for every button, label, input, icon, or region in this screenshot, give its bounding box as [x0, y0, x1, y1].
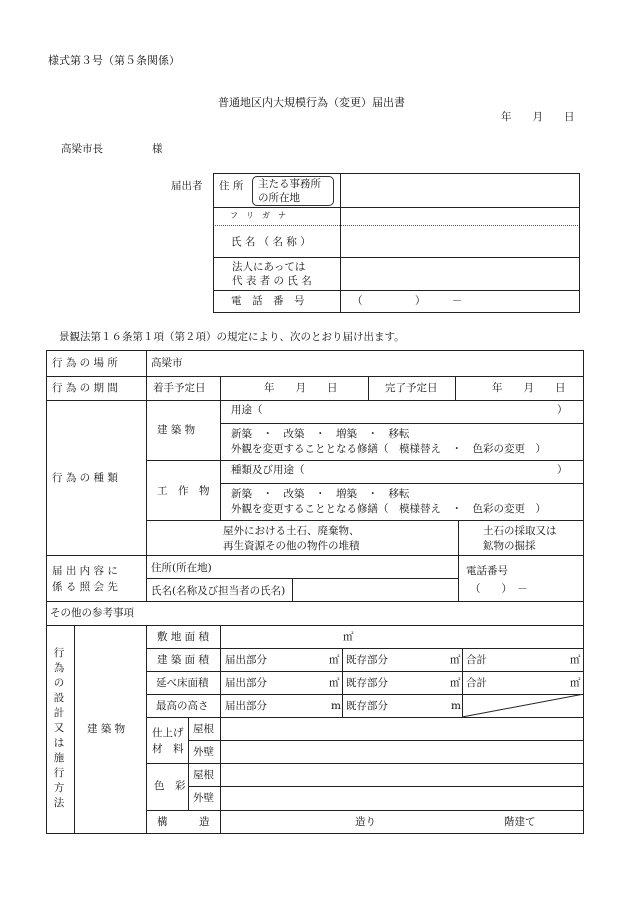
addressee: 高梁市長 — [61, 143, 103, 155]
contact-name: 氏名(名称及び担当者の氏名) — [151, 585, 286, 597]
building-use: 用途（ — [231, 404, 263, 416]
form-number: 様式第３号（第５条関係） — [48, 54, 180, 67]
start-value: 年 月 日 — [264, 382, 338, 394]
contact-label-2: 係 る 照 会 先 — [52, 581, 118, 593]
kind-label: 行 為 の 種 類 — [52, 472, 118, 484]
addressee-suffix: 様 — [152, 143, 163, 155]
existing-label: 既存部分 — [346, 654, 388, 666]
floor-area-label: 延べ床面積 — [156, 677, 209, 689]
unit-label: ㎡ — [570, 654, 581, 666]
floors-label: 階建て — [504, 816, 536, 828]
start-label: 着手予定日 — [153, 382, 206, 394]
notified-label: 届出部分 — [225, 677, 267, 689]
building-ops: 新築 ・ 改築 ・ 増築 ・ 移転 — [231, 428, 410, 440]
structure-mod: 外観を変更することとなる修繕（ 模様替え ・ 色彩の変更 ） — [231, 503, 546, 515]
contact-address: 住所(所在地) — [151, 562, 212, 574]
deposit-1: 屋外における土石、廃棄物、 — [223, 525, 360, 537]
total-label: 合計 — [466, 654, 487, 666]
max-height-label: 最高の高さ — [156, 700, 209, 712]
address-paren-2: の所在地 — [258, 192, 300, 204]
existing-label: 既存部分 — [346, 677, 388, 689]
end-label: 完了予定日 — [385, 382, 438, 394]
kind-structure: 工 作 物 — [157, 485, 210, 497]
contact-phone-label: 電話番号 — [466, 565, 508, 577]
address-paren-1: 主たる事務所 — [258, 178, 321, 190]
design-label: 行 為 の 設 計 又 は 施 行 方 法 — [53, 647, 65, 809]
applicant-label: 届出者 — [171, 180, 203, 192]
unit-m: m — [451, 700, 461, 712]
unit-label: ㎡ — [329, 677, 340, 689]
rep-label-1: 法人にあっては — [232, 261, 306, 273]
deposit-2: 再生資源その他の物件の堆積 — [223, 540, 360, 552]
place-label: 行 為 の 場 所 — [52, 357, 118, 369]
total-label: 合計 — [466, 677, 487, 689]
building-use-close: ） — [557, 404, 568, 416]
unit-label: ㎡ — [329, 654, 340, 666]
wall-label: 外壁 — [193, 746, 214, 758]
unit-m: m — [331, 700, 341, 712]
building-area-label: 建 築 面 積 — [157, 654, 210, 666]
statement: 景観法第１６条第１項（第２項）の規定により、次のとおり届け出ます。 — [59, 331, 405, 343]
other-label: その他の参考事項 — [50, 607, 134, 619]
place-value: 高梁市 — [151, 357, 183, 369]
roof-label: 屋根 — [193, 769, 214, 781]
quarry-1: 土石の採取又は — [483, 525, 557, 537]
document-title: 普通地区内大規模行為（変更）届出書 — [218, 96, 405, 109]
structure-ops: 新築 ・ 改築 ・ 増築 ・ 移転 — [231, 488, 410, 500]
period-label: 行 為 の 期 間 — [52, 382, 118, 394]
rep-label-2: 代 表 者 の 氏 名 — [232, 275, 312, 287]
structure-label: 構 造 — [157, 816, 210, 828]
structure-use-close: ） — [557, 464, 568, 476]
unit-label: ㎡ — [450, 654, 461, 666]
quarry-2: 鉱物の掘採 — [483, 540, 536, 552]
contact-label-1: 届 出 内 容 に — [52, 565, 118, 577]
structure-use: 種類及び用途（ — [231, 464, 305, 476]
diagonal-slash — [462, 694, 584, 717]
notified-label: 届出部分 — [225, 700, 267, 712]
finish-label-2: 材 料 — [152, 743, 184, 755]
address-label: 住 所 — [219, 180, 244, 192]
phone-label: 電 話 番 号 — [231, 295, 305, 307]
end-value: 年 月 日 — [492, 382, 566, 394]
unit-label: ㎡ — [450, 677, 461, 689]
contact-phone-value: （ ） － — [470, 583, 528, 595]
site-area-unit: ㎡ — [343, 631, 354, 643]
name-label: 氏 名 （ 名 称 ） — [231, 236, 311, 248]
furigana-label: フ リ ガ ナ — [230, 211, 286, 220]
unit-label: ㎡ — [570, 677, 581, 689]
color-label: 色 彩 — [154, 780, 186, 792]
phone-value: （ ） － — [352, 295, 463, 307]
finish-label-1: 仕上げ — [152, 727, 184, 739]
construction-label: 造り — [355, 816, 376, 828]
site-area-label: 敷 地 面 積 — [157, 631, 210, 643]
roof-label: 屋根 — [193, 723, 214, 735]
date-line: 年 月 日 — [501, 111, 575, 123]
notified-label: 届出部分 — [225, 654, 267, 666]
design-building: 建 築 物 — [87, 723, 126, 735]
existing-label: 既存部分 — [346, 700, 388, 712]
building-mod: 外観を変更することとなる修繕（ 模様替え ・ 色彩の変更 ） — [231, 443, 546, 455]
wall-label: 外壁 — [193, 792, 214, 804]
kind-building: 建 築 物 — [157, 424, 196, 436]
